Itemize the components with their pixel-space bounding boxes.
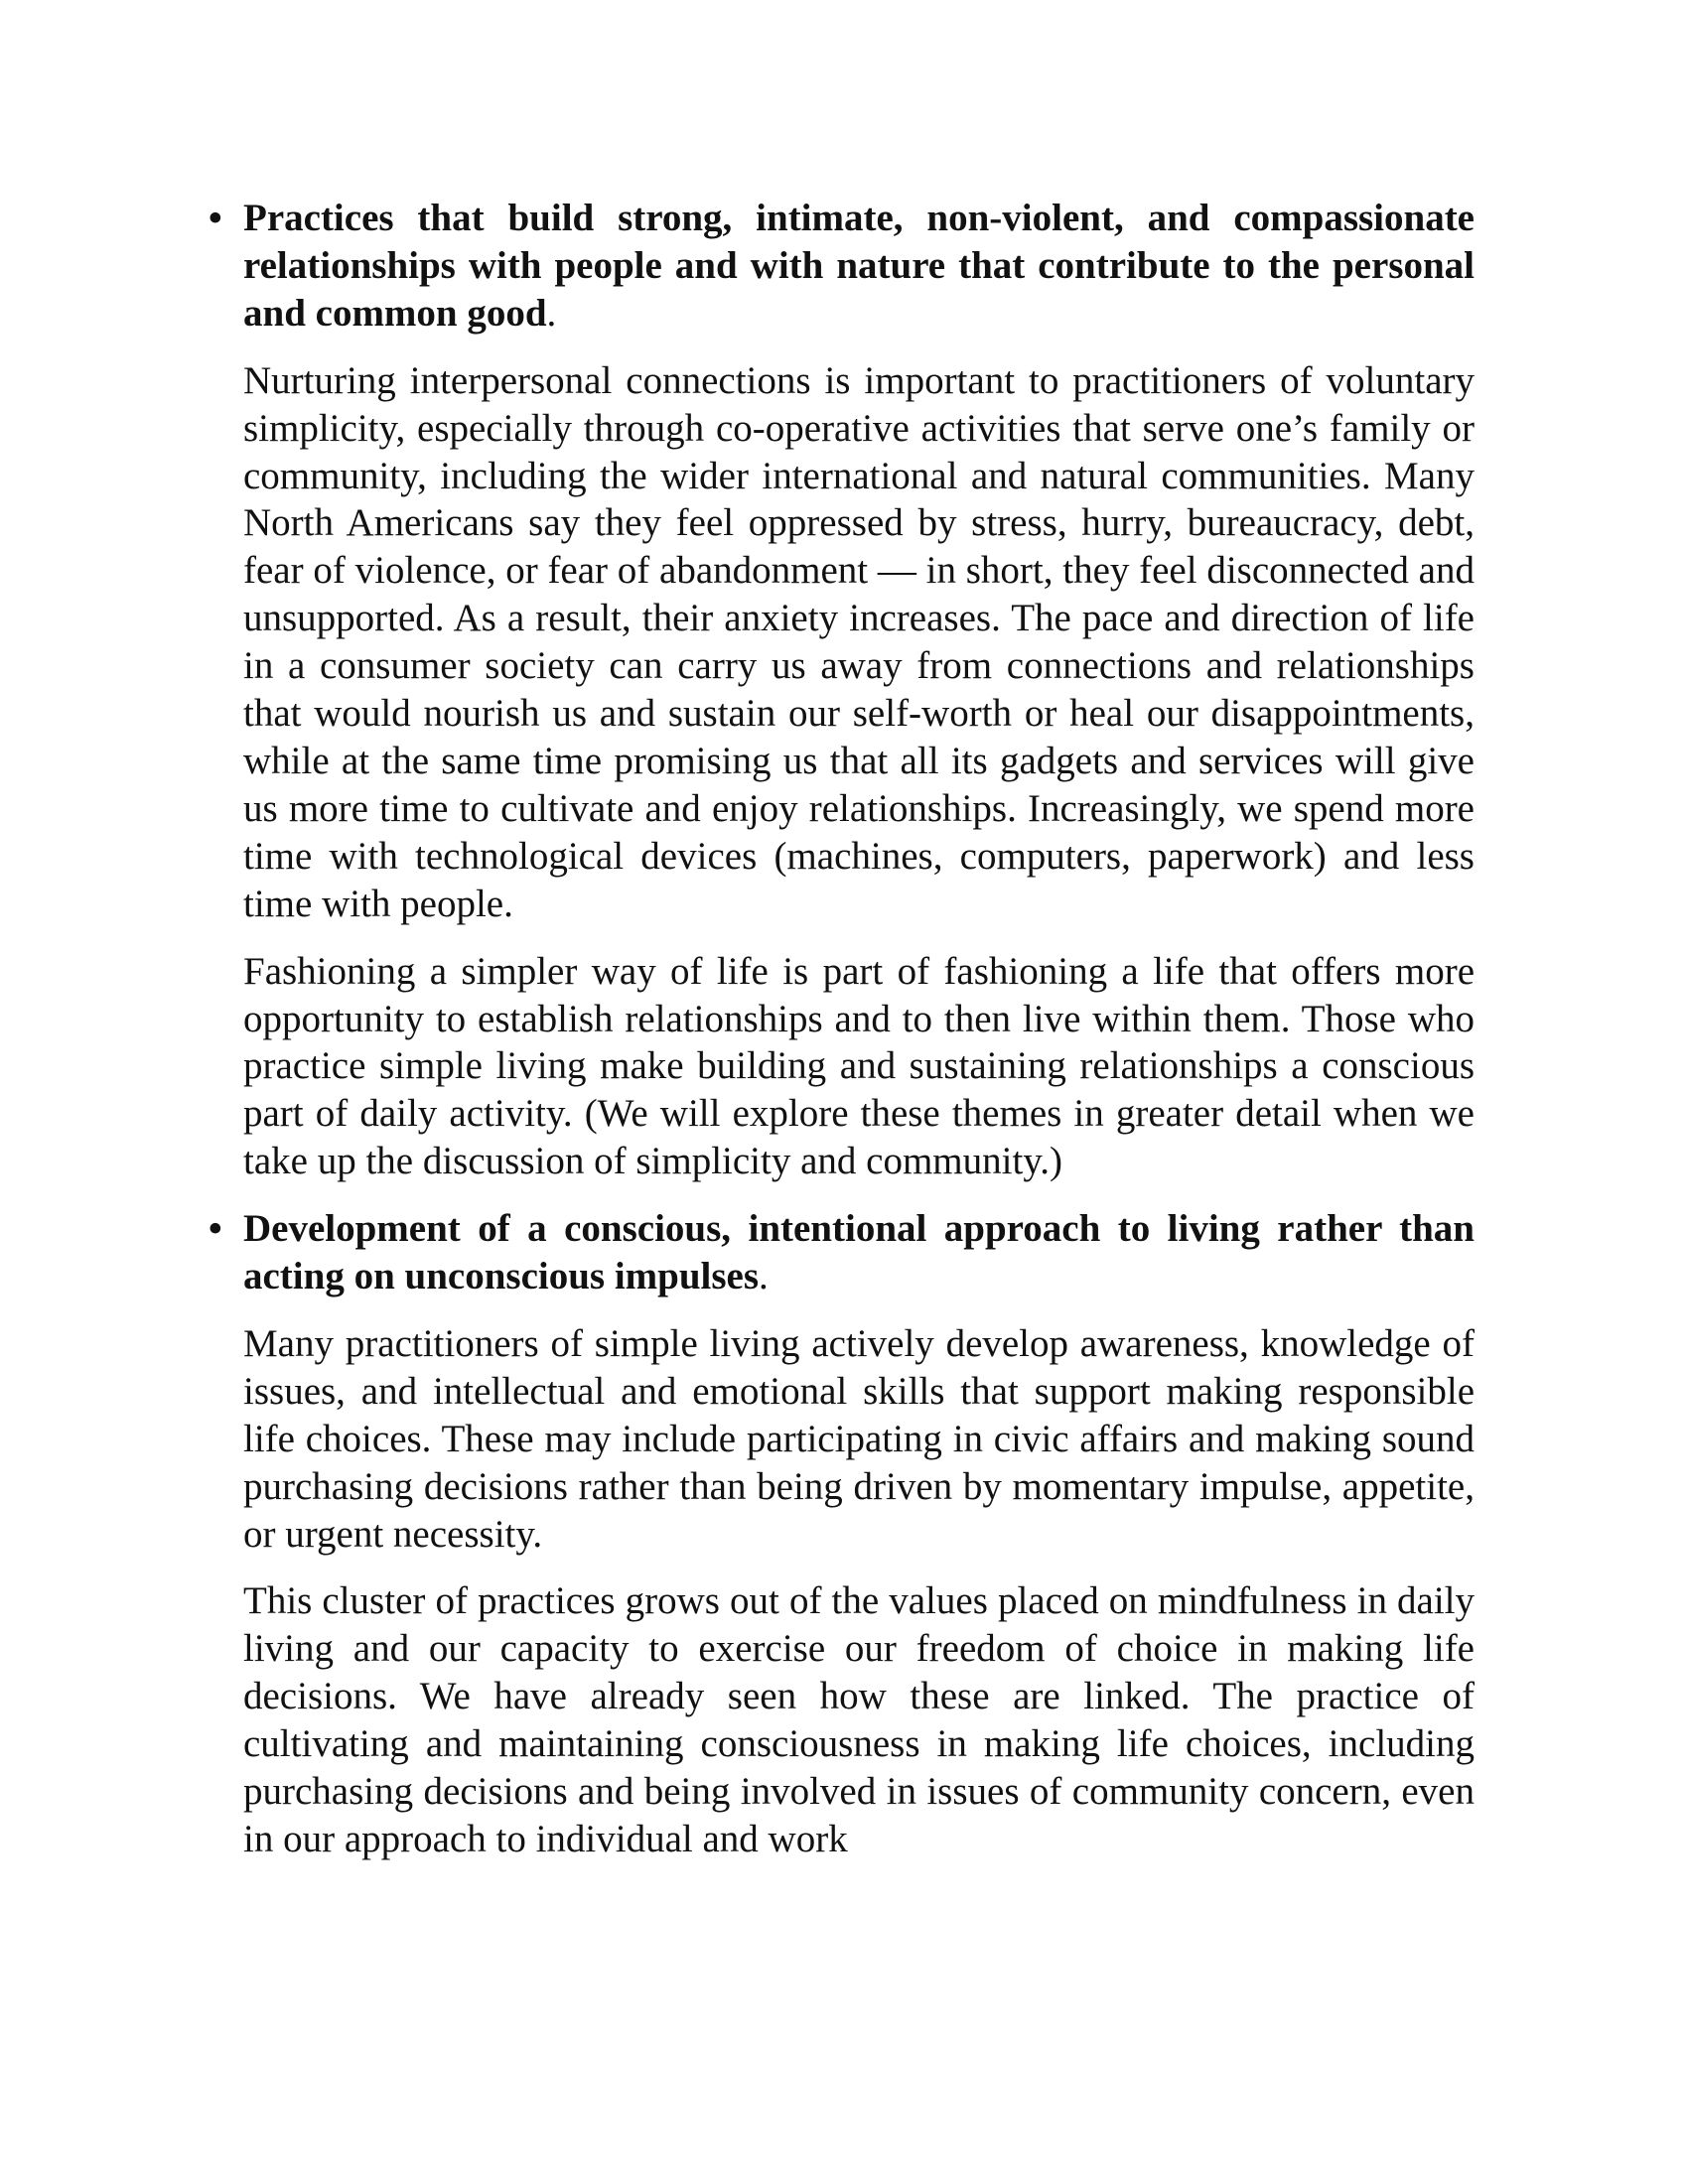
bullet-heading bbox=[243, 1205, 1475, 1300]
body-paragraph: Fashioning a simpler way of life is part of fashioning a life that offers more opportunity to establish relationships and to then live within them. Those who practice simple living make building and sustaining relationships a conscious part of daily activity. (We will explore these themes in greater detail when we take up the discussion of simplicity and community.) bbox=[243, 949, 1475, 1183]
bullet-marker: • bbox=[209, 197, 222, 239]
bullet-heading bbox=[243, 195, 1475, 338]
bullet-heading-bold: Development of a conscious, intentional approach to living rather than acting on unconscious impulses bbox=[243, 1207, 1475, 1298]
bullet-item-relationships bbox=[209, 195, 1475, 1185]
body-paragraph: Many practitioners of simple living actively develop awareness, knowledge of issues, and intellectual and emotional skills that support making responsible life choices. These may include participating in civic affairs and making sound purchasing decisions rather than being driven by momentary impulse, appetite, or urgent necessity. bbox=[243, 1321, 1475, 1556]
bullet-marker: • bbox=[209, 1207, 222, 1251]
bullet-heading-tail: . bbox=[759, 1255, 769, 1298]
bullet-heading-bold: Practices that build strong, intimate, non-violent, and compassionate relationships with people and with nature that contribute to the personal and common good bbox=[243, 197, 1475, 335]
body-paragraph: Nurturing interpersonal connections is important to practitioners of voluntary simplicity, especially through co-operative activities that serve one’s family or community, including the wider international and natural communities. Many North Americans say they feel oppressed by stress, hurry, bureaucracy, debt, fear of violence, or fear of abandonment — in short, they feel disconnected and unsupported. As a result, their anxiety increases. The pace and direction of life in a consumer society can carry us away from connections and relationships that would nourish us and sustain our self-worth or heal our disappointments, while at the same time promising us that all its gadgets and services will give us more time to cultivate and enjoy relationships. Increasingly, we spend more time with technological devices (machines, computers, paperwork) and less time with people. bbox=[243, 358, 1475, 925]
bullet-heading-tail: . bbox=[546, 291, 557, 335]
bullet-item-conscious-living bbox=[209, 1205, 1475, 1863]
body-paragraph: This cluster of practices grows out of the values placed on mindfulness in daily living and our capacity to exercise our freedom of choice in making life decisions. We have already seen how these are linked. The practice of cultivating and maintaining consciousness in making life choices, including purchasing decisions and being involved in issues of community concern, even in our approach to individual and work bbox=[243, 1579, 1475, 1860]
page-body bbox=[209, 195, 1475, 1863]
